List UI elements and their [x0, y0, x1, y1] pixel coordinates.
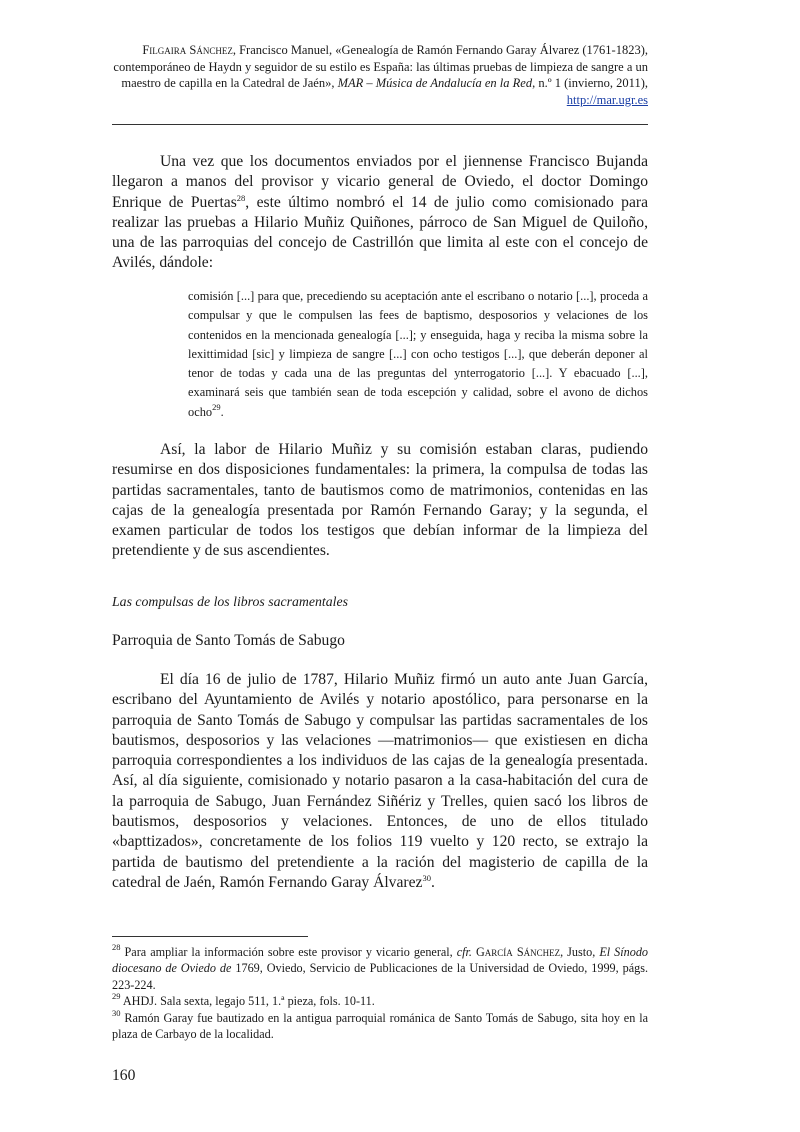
- footnote-ref-29[interactable]: 29: [212, 401, 221, 412]
- footnote-29: [112, 993, 648, 1009]
- footnote-30: [112, 1007, 648, 1043]
- header-issue: , n.º 1 (invierno, 2011),: [532, 76, 648, 91]
- footnote-number: 30: [112, 1007, 121, 1018]
- footnote-ref-28[interactable]: 28: [236, 192, 246, 203]
- header-url-link[interactable]: http://mar.ugr.es: [566, 92, 648, 107]
- paragraph-1-text-cont: , este último nombró el 14 de julio como comisionado para realizar las pruebas a Hilario Muñiz Quiñones, párroco de San Miguel de Quiloño, una de las parroquias del concejo de Castrillón que limita al este con el concejo de Avilés, dándole:: [112, 193, 648, 272]
- footnote-text: Para ampliar la información sobre este provisor y vicario general,: [120, 945, 457, 959]
- subsection-title: Parroquia de Santo Tomás de Sabugo: [112, 632, 345, 649]
- footnote-text: , Justo,: [560, 945, 600, 959]
- footnote-book-title: El Sínodo diocesano de Oviedo de: [112, 945, 649, 976]
- running-header: [112, 42, 648, 108]
- block-quote: [188, 287, 648, 422]
- paragraph-3: [112, 670, 648, 893]
- section-title: Las compulsas de los libros sacramentales: [112, 594, 348, 609]
- paragraph-3-text: El día 16 de julio de 1787, Hilario Muñiz firmó un auto ante Juan García, escribano del Ayuntamiento de Avilés y notario apostólico, para personarse en la parroquia de Santo Tomás de Sabugo y compulsar las partidas sacramentales de los bautismos, desposorios y las velaciones —matrimonios— que existiesen en dicha parroquia correspondientes a los individuos de las cajas de la genealogía presentada. Así, al día siguiente, comisionado y notario pasaron a la casa-habitación del cura de la parroquia de Sabugo, Juan Fernández Siñériz y Trelles, quien sacó los libros de bautismos, desposorios y velaciones. Entonces, de uno de ellos titulado «bapttizados», concretamente de los folios 119 vuelto y 120 recto, se extrajo la partida de bautismo del pretendiente a la ración del magisterio de capilla de la catedral de Jaén, Ramón Fernando Garay Álvarez: [112, 671, 648, 891]
- paragraph-2: [112, 440, 648, 562]
- footnote-number: 29: [112, 991, 121, 1002]
- footnote-divider: [112, 936, 308, 937]
- header-divider: [112, 124, 648, 125]
- paragraph-3-end: .: [430, 873, 435, 891]
- footnote-text: AHDJ. Sala sexta, legajo 511, 1.ª pieza, fols. 10-11.: [120, 994, 375, 1009]
- page-number: 160: [112, 1067, 136, 1084]
- header-author: Filgaira Sánchez: [142, 43, 233, 57]
- paragraph-1: [112, 152, 648, 274]
- footnote-ref-30[interactable]: 30: [422, 872, 431, 883]
- footnote-text: Ramón Garay fue bautizado en la antigua parroquial románica de Santo Tomás de Sabugo, sita hoy en la plaza de Carbayo de la localidad.: [112, 1010, 648, 1042]
- paragraph-1-text: Una vez que los documentos enviados por el jiennense Francisco Bujanda llegaron a manos del provisor y vicario general de Oviedo, el doctor Domingo Enrique de Puertas: [112, 153, 648, 211]
- header-citation: , Francisco Manuel, «Genealogía de Ramón Fernando Garay Álvarez (1761-1823), contemporáneo de Haydn y seguidor de su estilo es España: las últimas pruebas de limpieza de sangre a un maestro de capilla en la Catedral de Jaén»,: [113, 43, 648, 91]
- footnote-28: [112, 944, 648, 993]
- footnote-number: 28: [112, 942, 121, 952]
- footnote-cfr: cfr.: [456, 945, 472, 959]
- block-quote-end: .: [220, 404, 224, 419]
- header-journal: MAR – Música de Andalucía en la Red: [337, 76, 533, 91]
- footnote-text: 1769, Oviedo, Servicio de Publicaciones de la Universidad de Oviedo, 1999, págs. 223-224.: [112, 961, 649, 992]
- paragraph-2-text: Así, la labor de Hilario Muñiz y su comisión estaban claras, pudiendo resumirse en dos disposiciones fundamentales: la primera, la compulsa de todas las partidas sacramentales, tanto de bautismos como de matrimonios, contenidas en las cajas de la genealogía presentada por Ramón Fernando Garay; y la segunda, el examen particular de todos los testigos que debían informar de la limpieza del pretendiente y de sus ascendientes.: [112, 441, 648, 560]
- block-quote-text: comisión [...] para que, precediendo su aceptación ante el escribano o notario [...], proceda a compulsar y que le compulsen las fees de baptismo, desposorios y velaciones de los contenidos en la mencionada genealogía [...]; y enseguida, haga y reciba la misma sobre la lexittimidad [sic] y limpieza de sangre [...] con ocho testigos [...], que deberán deponer al tenor de todas y cada una de las preguntas del ynterrogatorio [...]. Y ebacuado [...], examinará seis que también sean de toda escepción y calidad, sobre el avono de dichos ocho: [188, 289, 648, 419]
- footnote-author: García Sánchez: [471, 945, 561, 959]
- footnotes: [112, 944, 648, 1042]
